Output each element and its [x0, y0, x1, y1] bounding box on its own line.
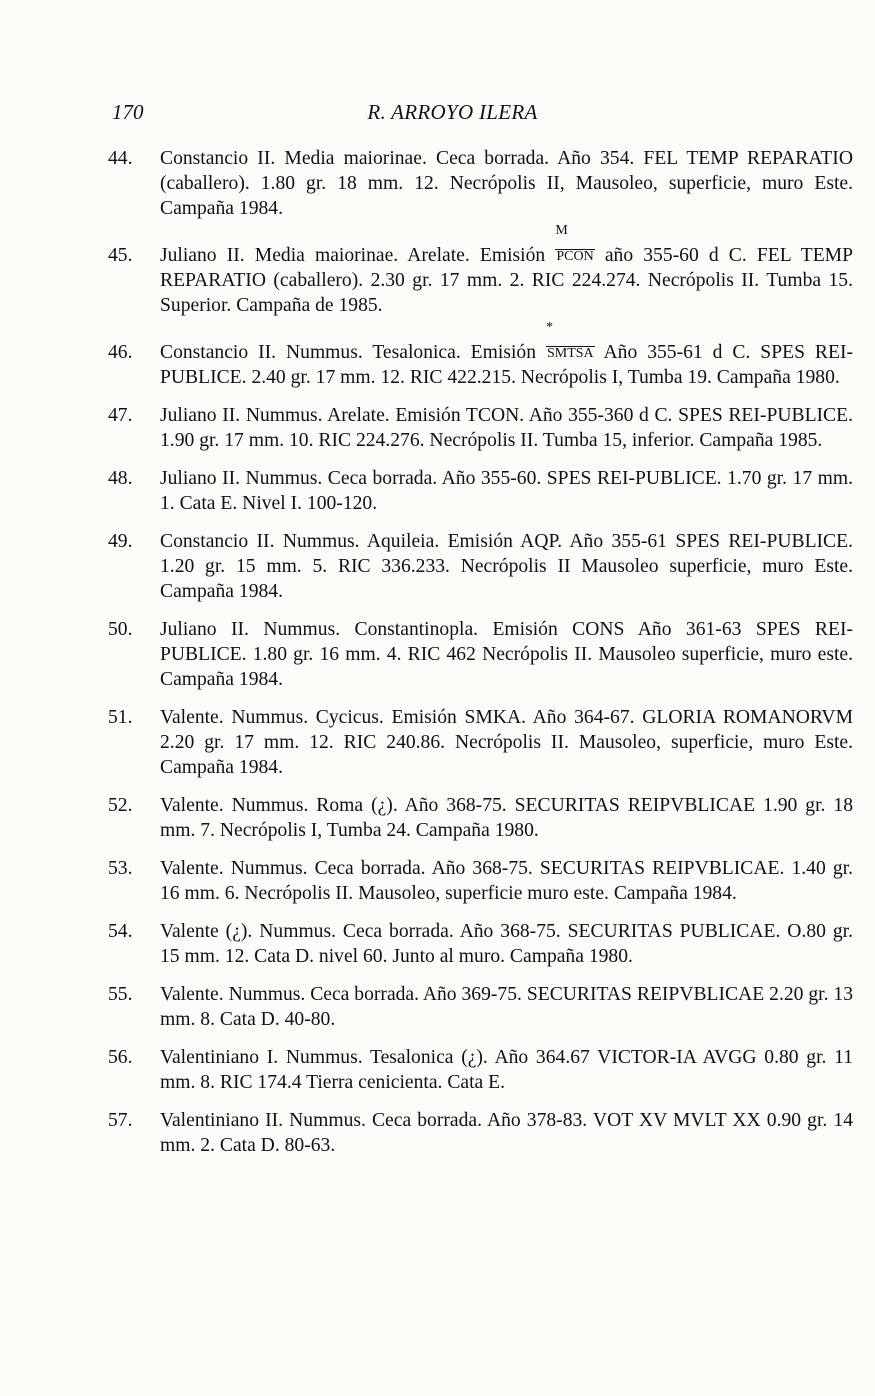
- entry-number: 45.: [108, 245, 133, 266]
- entry-number: 54.: [108, 921, 133, 942]
- entry-text: Juliano II. Media maiorinae. Arelate. Emisión M PCON año 355-60 d C. FEL TEMP REPARATIO (caballero). 2.30 gr. 17 mm. 2. RIC 224.274. Necrópolis II. Tumba 15. Superior. Campaña de 1985.: [160, 223, 853, 316]
- mint-mark-label: PCON: [556, 249, 594, 264]
- entry-number: 55.: [108, 984, 133, 1005]
- entry-text: Juliano II. Nummus. Ceca borrada. Año 355-60. SPES REI-PUBLICE. 1.70 gr. 17 mm. 1. Cata E. Nivel I. 100-120.: [160, 468, 853, 514]
- entry-number: 51.: [108, 707, 133, 728]
- entry-text: Valente. Nummus. Ceca borrada. Año 368-75. SECURITAS REIPVBLICAE. 1.40 gr. 16 mm. 6. Necrópolis II. Mausoleo, superficie muro este. Campaña 1984.: [160, 858, 853, 904]
- catalog-entry: [108, 1045, 853, 1095]
- coin-catalog-list: [108, 146, 853, 1171]
- catalog-entry: [108, 223, 853, 318]
- catalog-entry: [108, 982, 853, 1032]
- mint-mark: [545, 320, 595, 365]
- catalog-entry: [108, 146, 853, 221]
- entry-number: 47.: [108, 405, 133, 426]
- page-header: [0, 100, 875, 130]
- entry-text: Valente. Nummus. Ceca borrada. Año 369-75. SECURITAS REIPVBLICAE 2.20 gr. 13 mm. 8. Cata D. 40-80.: [160, 984, 853, 1030]
- entry-number: 50.: [108, 619, 133, 640]
- entry-text: Constancio II. Nummus. Aquileia. Emisión AQP. Año 355-61 SPES REI-PUBLICE. 1.20 gr. 15 mm. 5. RIC 336.233. Necrópolis II Mausoleo superficie, muro Este. Campaña 1984.: [160, 531, 853, 602]
- catalog-entry: [108, 403, 853, 453]
- page-number: 170: [112, 100, 144, 124]
- catalog-entry: [108, 320, 853, 390]
- entry-number: 49.: [108, 531, 133, 552]
- entry-text: Valente. Nummus. Roma (¿). Año 368-75. SECURITAS REIPVBLICAE 1.90 gr. 18 mm. 7. Necrópolis I, Tumba 24. Campaña 1980.: [160, 795, 853, 841]
- entry-number: 56.: [108, 1047, 133, 1068]
- entry-text: Valente. Nummus. Cycicus. Emisión SMKA. Año 364-67. GLORIA ROMANORVM 2.20 gr. 17 mm. 12. RIC 240.86. Necrópolis II. Mausoleo, superficie, muro Este. Campaña 1984.: [160, 707, 853, 778]
- catalog-entry: [108, 466, 853, 516]
- mint-mark-label: SMTSA: [546, 346, 594, 361]
- mint-mark: [555, 223, 594, 268]
- entry-number: 44.: [108, 148, 133, 169]
- catalog-entry: [108, 793, 853, 843]
- entry-text: Constancio II. Media maiorinae. Ceca borrada. Año 354. FEL TEMP REPARATIO (caballero). 1.80 gr. 18 mm. 12. Necrópolis II, Mausoleo, superficie, muro Este. Campaña 1984.: [160, 148, 853, 219]
- entry-number: 48.: [108, 468, 133, 489]
- entry-text: Valentiniano II. Nummus. Ceca borrada. Año 378-83. VOT XV MVLT XX 0.90 gr. 14 mm. 2. Cata D. 80-63.: [160, 1110, 853, 1156]
- running-head: R. ARROYO ILERA: [367, 100, 538, 124]
- entry-text: Valentiniano I. Nummus. Tesalonica (¿). Año 364.67 VICTOR-IA AVGG 0.80 gr. 11 mm. 8. RIC 174.4 Tierra cenicienta. Cata E.: [160, 1047, 853, 1093]
- entry-number: 53.: [108, 858, 133, 879]
- entry-number: 46.: [108, 342, 133, 363]
- entry-text: Valente (¿). Nummus. Ceca borrada. Año 368-75. SECURITAS PUBLICAE. O.80 gr. 15 mm. 12. Cata D. nivel 60. Junto al muro. Campaña 1980.: [160, 921, 853, 967]
- entry-number: 52.: [108, 795, 133, 816]
- entry-text: Juliano II. Nummus. Arelate. Emisión TCON. Año 355-360 d C. SPES REI-PUBLICE. 1.90 gr. 17 mm. 10. RIC 224.276. Necrópolis II. Tumba 15, inferior. Campaña 1985.: [160, 405, 853, 451]
- mint-mark-above: M: [555, 223, 568, 238]
- catalog-entry: [108, 705, 853, 780]
- entry-text: Constancio II. Nummus. Tesalonica. Emisión * SMTSA Año 355-61 d C. SPES REI-PUBLICE. 2.40 gr. 17 mm. 12. RIC 422.215. Necrópolis I, Tumba 19. Campaña 1980.: [160, 320, 853, 388]
- catalog-entry: [108, 617, 853, 692]
- catalog-entry: [108, 529, 853, 604]
- catalog-entry: [108, 1108, 853, 1158]
- entry-text: Juliano II. Nummus. Constantinopla. Emisión CONS Año 361-63 SPES REI-PUBLICE. 1.80 gr. 16 mm. 4. RIC 462 Necrópolis II. Mausoleo superficie, muro este. Campaña 1984.: [160, 619, 853, 690]
- catalog-entry: [108, 919, 853, 969]
- mint-mark-above: *: [545, 320, 553, 335]
- catalog-entry: [108, 856, 853, 906]
- entry-number: 57.: [108, 1110, 133, 1131]
